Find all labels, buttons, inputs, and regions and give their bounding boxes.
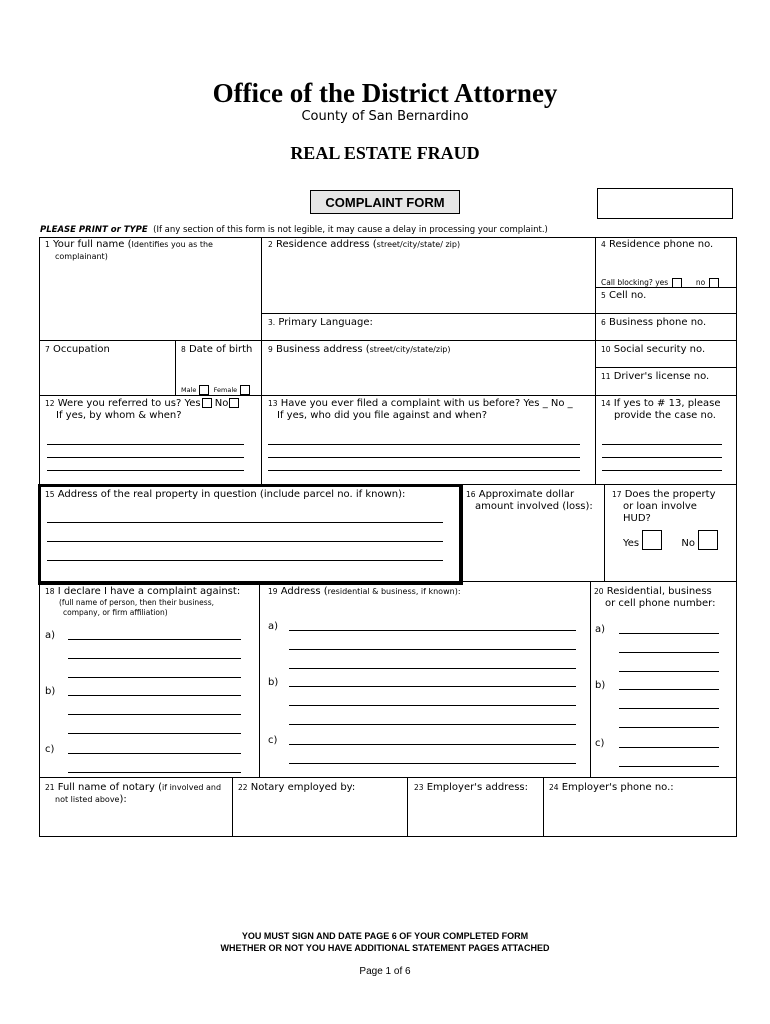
referred-yes-checkbox[interactable] bbox=[202, 398, 212, 408]
business-phone-field[interactable]: 6 Business phone no. bbox=[601, 317, 707, 328]
referred-no-checkbox[interactable] bbox=[229, 398, 239, 408]
phone-a-line-1[interactable] bbox=[619, 633, 719, 634]
referred-line-1[interactable] bbox=[47, 444, 244, 445]
phone-b-line-2[interactable] bbox=[619, 708, 719, 709]
option-b-label-18: b) bbox=[45, 686, 56, 697]
drivers-license-field[interactable]: 11 Driver's license no. bbox=[601, 371, 710, 382]
phone-c-line-2[interactable] bbox=[619, 766, 719, 767]
address-b-line-3[interactable] bbox=[289, 724, 576, 725]
phone-b-line-1[interactable] bbox=[619, 689, 719, 690]
option-b-label-20: b) bbox=[595, 680, 606, 691]
option-a-label-20: a) bbox=[595, 624, 606, 635]
property-line-1[interactable] bbox=[47, 522, 443, 523]
hud-line-2: or loan involve bbox=[623, 501, 697, 512]
employer-phone-field[interactable]: 24 Employer's phone no.: bbox=[549, 782, 674, 793]
option-b-label-19: b) bbox=[268, 677, 279, 688]
filed-line-1[interactable] bbox=[268, 444, 580, 445]
phone-b-line-3[interactable] bbox=[619, 727, 719, 728]
property-address-label: 15 Address of the real property in question (include parcel no. if known): bbox=[45, 489, 406, 500]
case-line-2[interactable] bbox=[602, 457, 722, 458]
notary-employer-field[interactable]: 22 Notary employed by: bbox=[238, 782, 356, 793]
complaint-a-line-1[interactable] bbox=[68, 639, 241, 640]
option-c-label-19: c) bbox=[268, 735, 278, 746]
address-a-line-2[interactable] bbox=[289, 649, 576, 650]
form-title: REAL ESTATE FRAUD bbox=[290, 143, 480, 163]
option-a-label-19: a) bbox=[268, 621, 279, 632]
complaint-a-line-2[interactable] bbox=[68, 658, 241, 659]
filed-line-3[interactable] bbox=[268, 470, 580, 471]
date-of-birth-field[interactable]: 8 Date of birth bbox=[181, 344, 253, 355]
address-c-line-1[interactable] bbox=[289, 744, 576, 745]
print-instructions bbox=[40, 225, 548, 235]
property-line-3[interactable] bbox=[47, 560, 443, 561]
county-subtitle: County of San Bernardino bbox=[301, 109, 469, 124]
complaint-form-label: COMPLAINT FORM bbox=[310, 190, 460, 214]
hud-no-checkbox[interactable] bbox=[698, 530, 718, 550]
complainant-note: complainant) bbox=[55, 252, 108, 261]
complaint-b-line-3[interactable] bbox=[68, 733, 241, 734]
footer-line-2: WHETHER OR NOT YOU HAVE ADDITIONAL STATEMENT PAGES ATTACHED bbox=[220, 943, 550, 953]
dollar-amount-field[interactable]: 16 Approximate dollar bbox=[466, 489, 575, 500]
print-type-label: PLEASE PRINT or TYPE bbox=[40, 225, 148, 235]
referred-field[interactable]: 12 Were you referred to us? Yes No bbox=[45, 398, 239, 410]
address-a-line-1[interactable] bbox=[289, 630, 576, 631]
complaint-c-line-2[interactable] bbox=[68, 772, 241, 773]
page-title: Office of the District Attorney bbox=[212, 78, 558, 108]
filed-line-2[interactable] bbox=[268, 457, 580, 458]
complaint-c-line-1[interactable] bbox=[68, 753, 241, 754]
primary-language-field[interactable]: 3. Primary Language: bbox=[268, 317, 373, 328]
employer-address-field[interactable]: 23 Employer's address: bbox=[414, 782, 529, 793]
complaint-a-line-3[interactable] bbox=[68, 677, 241, 678]
referred-line-2[interactable] bbox=[47, 457, 244, 458]
option-a-label-18: a) bbox=[45, 630, 56, 641]
hud-line-3: HUD? bbox=[623, 513, 651, 524]
option-c-label-20: c) bbox=[595, 738, 605, 749]
call-blocking: Call blocking? yes no bbox=[601, 277, 719, 289]
page-number: Page 1 of 6 bbox=[359, 966, 411, 977]
print-note: (If any section of this form is not legible, it may cause a delay in processing your complaint.) bbox=[153, 225, 548, 235]
office-use-box[interactable] bbox=[597, 188, 733, 219]
footer-line-1: YOU MUST SIGN AND DATE PAGE 6 OF YOUR COMPLETED FORM bbox=[241, 931, 529, 941]
case-line-1[interactable] bbox=[602, 444, 722, 445]
dollar-amount-label: amount involved (loss): bbox=[475, 501, 593, 512]
case-no-label: provide the case no. bbox=[614, 410, 716, 421]
residence-address-field[interactable]: 2 Residence address (street/city/state/ zip) bbox=[268, 239, 461, 250]
call-blocking-no-checkbox[interactable] bbox=[709, 278, 719, 288]
full-name-field[interactable]: 1 Your full name (Identifies you as the bbox=[45, 239, 213, 250]
case-no-field[interactable]: 14 If yes to # 13, please bbox=[601, 398, 721, 409]
cell-no-field[interactable]: 5 Cell no. bbox=[601, 290, 647, 301]
property-line-2[interactable] bbox=[47, 541, 443, 542]
ssn-field[interactable]: 10 Social security no. bbox=[601, 344, 706, 355]
occupation-field[interactable]: 7 Occupation bbox=[45, 344, 110, 355]
complaint-against-note: (full name of person, then their business, company, or firm affiliation) bbox=[59, 598, 214, 617]
filed-before-field[interactable]: 13 Have you ever filed a complaint with us before? Yes _ No _ bbox=[268, 398, 573, 409]
notary-name-note: not listed above): bbox=[55, 794, 127, 805]
complaint-b-line-1[interactable] bbox=[68, 695, 241, 696]
complaint-address-field: 19 Address (residential & business, if known): bbox=[268, 586, 461, 597]
hud-yes-checkbox[interactable] bbox=[642, 530, 662, 550]
address-a-line-3[interactable] bbox=[289, 668, 576, 669]
male-checkbox[interactable] bbox=[199, 385, 209, 395]
address-c-line-2[interactable] bbox=[289, 763, 576, 764]
referred-by-label: If yes, by whom & when? bbox=[56, 410, 182, 421]
phone-c-line-1[interactable] bbox=[619, 747, 719, 748]
hud-options: Yes No bbox=[623, 530, 718, 550]
address-b-line-2[interactable] bbox=[289, 705, 576, 706]
referred-line-3[interactable] bbox=[47, 470, 244, 471]
residence-phone-field[interactable]: 4 Residence phone no. bbox=[601, 239, 714, 250]
address-b-line-1[interactable] bbox=[289, 686, 576, 687]
call-blocking-yes-checkbox[interactable] bbox=[672, 278, 682, 288]
complaint-phone-label: or cell phone number: bbox=[605, 598, 716, 609]
complaint-b-line-2[interactable] bbox=[68, 714, 241, 715]
complaint-phone-field: 20 Residential, business bbox=[594, 586, 712, 597]
option-c-label-18: c) bbox=[45, 744, 55, 755]
filed-against-label: If yes, who did you file against and when? bbox=[277, 410, 488, 421]
hud-field: 17 Does the property bbox=[612, 489, 716, 500]
phone-a-line-3[interactable] bbox=[619, 671, 719, 672]
case-line-3[interactable] bbox=[602, 470, 722, 471]
notary-name-field[interactable]: 21 Full name of notary (if involved and bbox=[45, 782, 222, 793]
gender-selector: Male Female bbox=[181, 384, 250, 396]
business-address-field[interactable]: 9 Business address (street/city/state/zip) bbox=[268, 344, 451, 355]
phone-a-line-2[interactable] bbox=[619, 652, 719, 653]
female-checkbox[interactable] bbox=[240, 385, 250, 395]
complaint-against-field: 18 I declare I have a complaint against: bbox=[45, 586, 241, 597]
